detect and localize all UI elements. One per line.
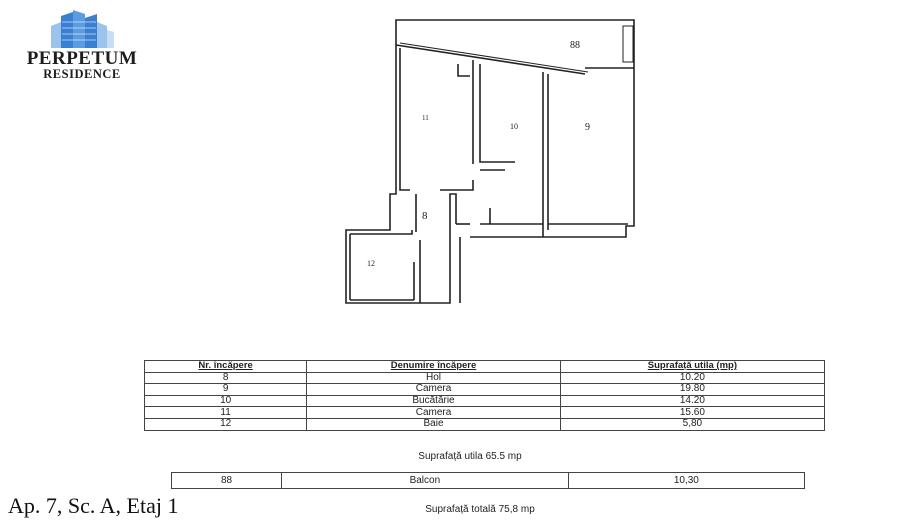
room-name: Camera: [307, 384, 561, 396]
table-header-row: [145, 361, 825, 373]
room-name: Balcon: [282, 473, 569, 489]
room-number: 9: [145, 384, 307, 396]
room-number: 8: [145, 372, 307, 384]
room-name: Camera: [307, 407, 561, 419]
brand-subtitle: RESIDENCE: [43, 67, 121, 81]
apartment-title: Ap. 7, Sc. A, Etaj 1: [8, 493, 179, 518]
room-name: Baie: [307, 418, 561, 430]
balcony-table: [171, 472, 805, 489]
balcony-rail: [623, 26, 633, 62]
rooms-table: [144, 360, 825, 431]
room-number: 11: [145, 407, 307, 419]
total-area: Suprafață totală 75,8 mp: [425, 504, 535, 515]
useful-area-total: Suprafață utila 65.5 mp: [418, 451, 522, 462]
header-room-name: Denumire încăpere: [307, 361, 561, 373]
room-area: 15.60: [560, 407, 824, 419]
header-room-number: Nr. încăpere: [145, 361, 307, 373]
room-area: 19.80: [560, 384, 824, 396]
table-row: [145, 395, 825, 407]
logo: [18, 10, 146, 90]
room-label-12: 12: [367, 259, 375, 268]
header-area: Suprafață utila (mp): [560, 361, 824, 373]
outer-wall-left: [346, 45, 456, 303]
room-area: 10,30: [568, 473, 804, 489]
floor-plan: [330, 12, 650, 312]
table-row: [145, 384, 825, 396]
brand-name: PERPETUM: [26, 48, 138, 69]
room-number: 88: [172, 473, 282, 489]
room-name: Bucătărie: [307, 395, 561, 407]
room-name: Hol: [307, 372, 561, 384]
room-label-9: 9: [585, 122, 590, 133]
building-logo-icon: [47, 10, 117, 48]
table-row: [145, 407, 825, 419]
room-label-88: 88: [570, 40, 580, 51]
room-area: 5,80: [560, 418, 824, 430]
table-row: [145, 372, 825, 384]
table-row: [172, 473, 805, 489]
room-label-8: 8: [422, 210, 428, 222]
room-area: 10.20: [560, 372, 824, 384]
room-area: 14.20: [560, 395, 824, 407]
room-label-11: 11: [422, 114, 429, 122]
room-number: 10: [145, 395, 307, 407]
balcony-slant-wall: [396, 45, 585, 74]
outer-wall-right: [470, 68, 634, 237]
room-label-10: 10: [510, 122, 518, 131]
table-row: [145, 418, 825, 430]
room-number: 12: [145, 418, 307, 430]
